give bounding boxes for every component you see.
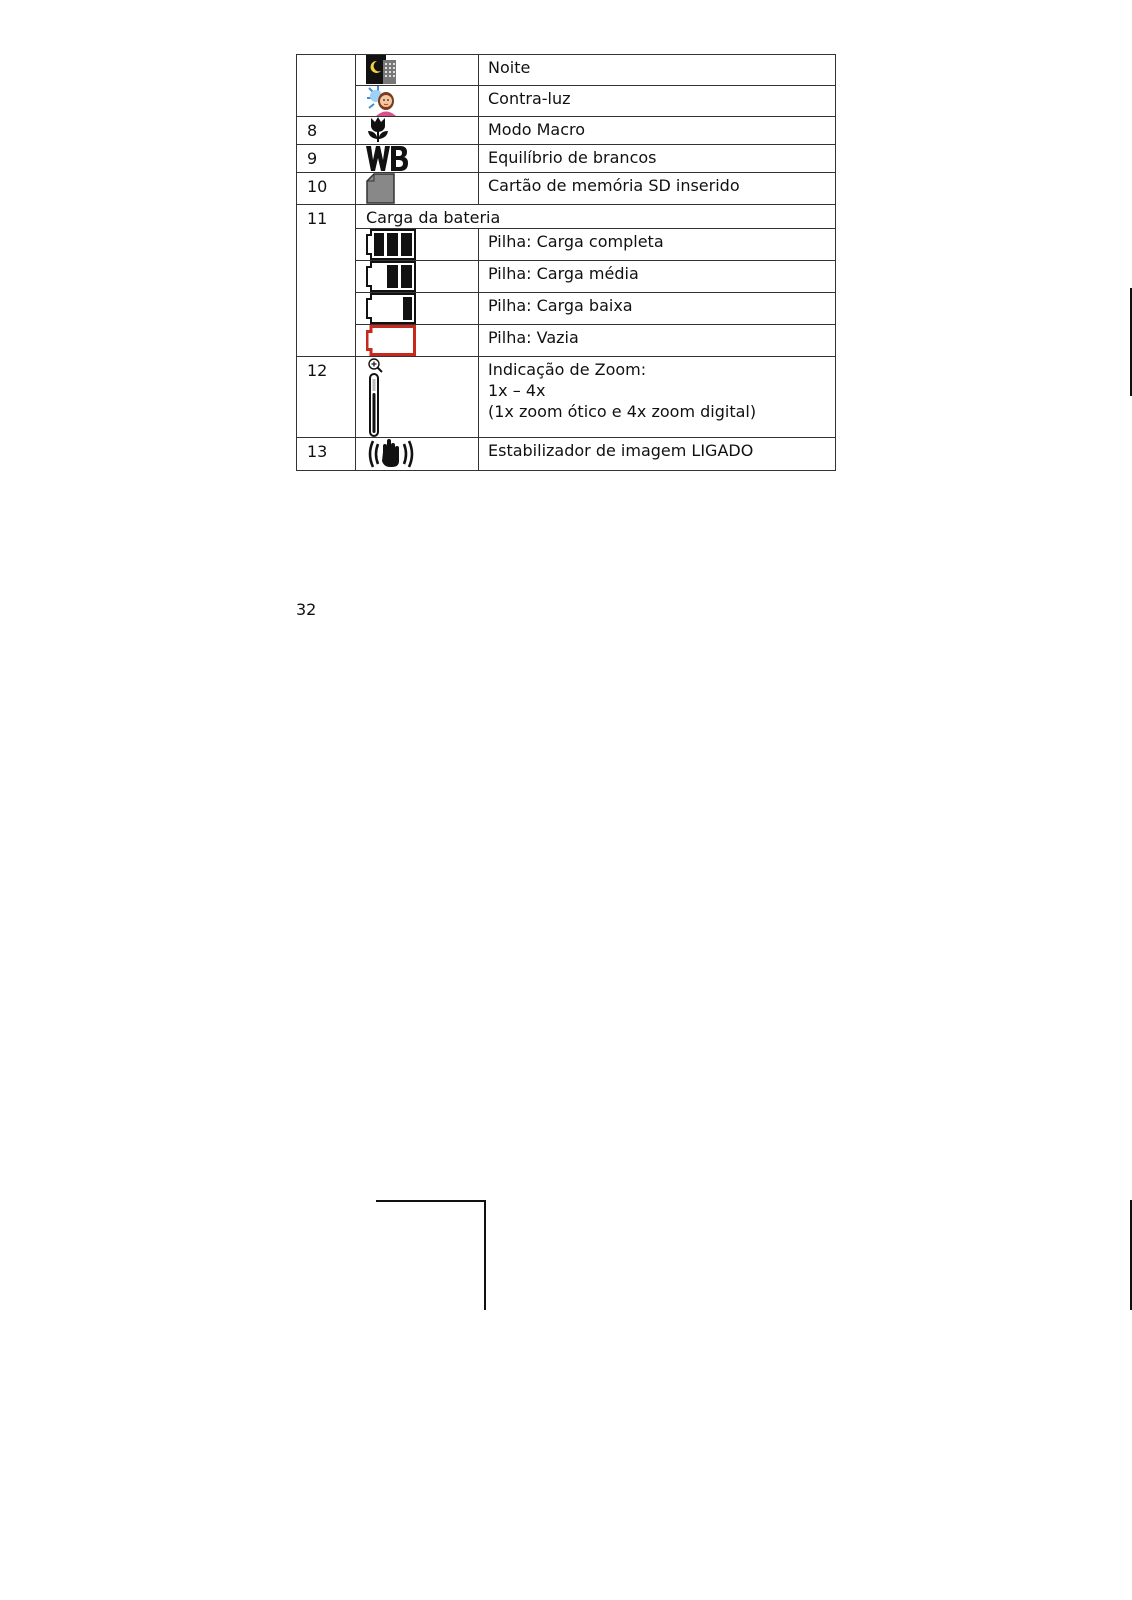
row-label: Equilíbrio de brancos	[479, 145, 836, 173]
white-balance-icon	[366, 145, 478, 172]
row-number: 9	[297, 145, 356, 173]
zoom-line: Indicação de Zoom:	[488, 360, 647, 379]
page-number: 32	[296, 600, 317, 619]
row-number: 10	[297, 173, 356, 205]
row-label: Pilha: Carga baixa	[479, 293, 836, 325]
row-number: 12	[297, 357, 356, 438]
icon-cell	[356, 261, 479, 293]
icon-cell	[356, 293, 479, 325]
row-number: 11	[297, 205, 356, 357]
zoom-description	[479, 357, 836, 438]
zoom-line: (1x zoom ótico e 4x zoom digital)	[488, 402, 757, 421]
row-label: Pilha: Carga média	[479, 261, 836, 293]
icon-cell	[356, 55, 479, 86]
battery-empty-icon	[366, 325, 478, 356]
table-row	[297, 325, 836, 357]
icon-cell	[356, 325, 479, 357]
table-row	[297, 205, 836, 229]
icon-cell	[356, 173, 479, 205]
crop-mark	[376, 1200, 486, 1202]
backlight-scene-icon	[366, 86, 478, 116]
table-row	[297, 86, 836, 117]
sd-card-icon	[366, 173, 478, 204]
battery-low-icon	[366, 293, 478, 324]
table-row	[297, 229, 836, 261]
table-row	[297, 261, 836, 293]
row-label: Estabilizador de imagem LIGADO	[479, 438, 836, 471]
table-row	[297, 145, 836, 173]
icon-cell	[356, 145, 479, 173]
icon-cell	[356, 229, 479, 261]
image-stabilizer-icon	[366, 438, 478, 470]
icon-cell	[356, 117, 479, 145]
table-row	[297, 173, 836, 205]
row-label: Contra-luz	[479, 86, 836, 117]
night-scene-icon	[366, 55, 478, 84]
battery-heading: Carga da bateria	[356, 205, 836, 229]
table-row	[297, 438, 836, 471]
table-row	[297, 55, 836, 86]
row-label: Pilha: Vazia	[479, 325, 836, 357]
row-number	[297, 55, 356, 117]
row-label: Cartão de memória SD inserido	[479, 173, 836, 205]
table-row	[297, 293, 836, 325]
battery-full-icon	[366, 229, 478, 260]
row-label: Modo Macro	[479, 117, 836, 145]
icon-cell	[356, 438, 479, 471]
zoom-indicator-icon	[366, 357, 478, 437]
icon-cell	[356, 86, 479, 117]
icon-cell	[356, 357, 479, 438]
crop-mark	[484, 1200, 486, 1310]
row-number: 8	[297, 117, 356, 145]
row-label: Noite	[479, 55, 836, 86]
table-row	[297, 117, 836, 145]
table-row	[297, 357, 836, 438]
row-label: Pilha: Carga completa	[479, 229, 836, 261]
macro-flower-icon	[366, 117, 478, 143]
zoom-line: 1x – 4x	[488, 381, 546, 400]
crop-mark	[1130, 288, 1132, 396]
row-number: 13	[297, 438, 356, 471]
crop-mark	[1130, 1200, 1132, 1310]
icon-table	[296, 54, 836, 471]
battery-medium-icon	[366, 261, 478, 292]
